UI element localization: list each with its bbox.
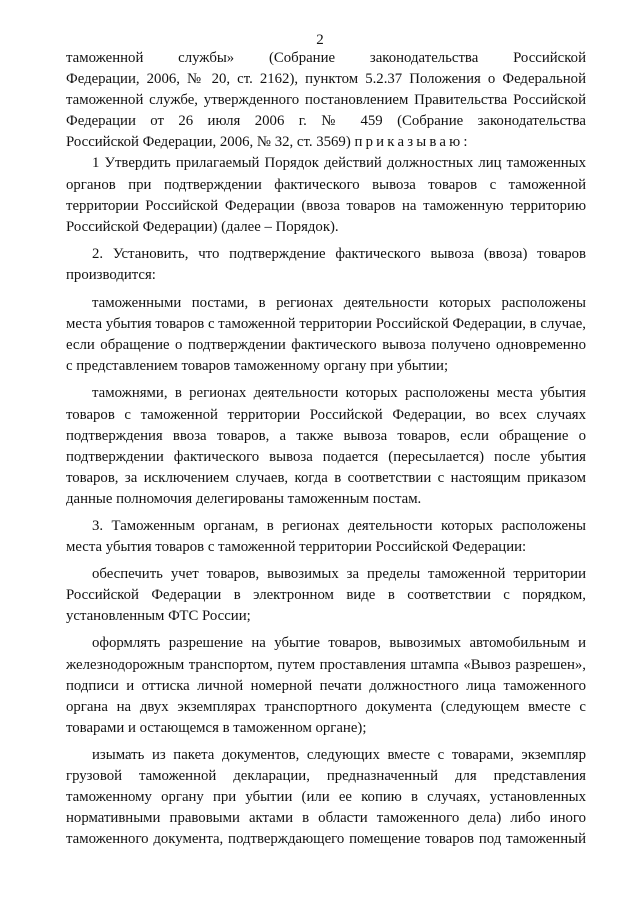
paragraph-item-3 [66,516,586,558]
text-line: если обращение о подтверждении фактического вывоза получено одновременно [66,337,586,354]
text-line: таможнями, в регионах деятельности которых расположены места убытия [92,385,586,402]
paragraph-customs-posts [66,293,586,377]
paragraph-item-2 [66,244,586,286]
text-line: изымать из пакета документов, следующих вместе с товарами, экземпляр [92,746,586,763]
text-line: оформлять разрешение на убытие товаров, вывозимых автомобильным и [92,635,586,652]
text-line: места убытия товаров с таможенной территории Российской Федерации: [66,539,527,556]
text-line: данные полномочия делегированы таможенным постам. [66,490,422,507]
text-line: территории Российской Федерации (ввоза товаров на таможенную территорию [66,197,586,214]
text-line: органов при подтверждении фактического вывоза товаров с таможенной [66,176,586,193]
text-line: 1 Утвердить прилагаемый Порядок действий должностных лиц таможенных [92,155,586,172]
text-line-part: Российской Федерации, 2006, № 32, ст. 3569) [66,134,355,151]
text-line: подтверждения ввоза товаров, а также вывоза товаров, если обращение о [66,427,586,444]
text-line: таможенными постами, в регионах деятельности которых расположены [92,295,586,312]
text-line: 3. Таможенным органам, в регионах деятельности которых расположены [92,517,586,534]
text-line: места убытия товаров с таможенной территории Российской Федерации, в случае, [66,316,586,333]
text-line: нормативными правовыми актами в области таможенного дела) либо иного [66,810,586,827]
paragraph-accounting [66,564,586,627]
text-line: железнодорожным транспортом, путем проставления штампа «Вывоз разрешен», [66,656,586,673]
text-line: Российской Федерации) (далее – Порядок). [66,218,339,235]
text-line: установленным ФТС России; [66,608,251,625]
text-line: Федерации, 2006, № 20, ст. 2162), пунктом 5.2.37 Положения о Федеральной [66,71,586,88]
text-line: производится: [66,266,156,283]
paragraph-permission [66,633,586,738]
text-line: таможенной службе, утвержденного постановлением Правительства Российской [66,92,586,109]
text-line: органа на двух экземплярах транспортного документа (следующем вместе с [66,698,586,715]
text-line: товарами и остающемся в таможенном органе); [66,719,367,736]
text-line: подтверждении фактического вывоза подается (пересылается) после убытия [66,448,586,465]
text-line: таможенной службы» (Собрание законодательства Российской [66,50,586,66]
document-body [66,48,586,850]
text-line: таможенного документа, подтверждающего помещение товаров под таможенный [66,831,586,848]
text-line: товаров с таможенной территории Российской Федерации, во всех случаях [66,406,586,423]
text-line [66,132,586,153]
text-line: с представлением товаров таможенному органу при убытии; [66,358,449,375]
paragraph-seize-documents [66,745,586,850]
text-line: грузовой таможенной декларации, предназначенный для представления [66,768,586,784]
text-line: 2. Установить, что подтверждение фактического вывоза (ввоза) товаров [92,245,586,262]
text-line: подписи и оттиска личной номерной печати должностного лица таможенного [66,677,586,694]
text-line: обеспечить учет товаров, вывозимых за пределы таможенной территории [92,566,586,583]
paragraph-item-1 [66,153,586,237]
text-line: Российской Федерации в электронном виде в соответствии с порядком, [66,587,586,604]
text-line: товаров, за исключением случаев, когда в соответствии с настоящим приказом [66,469,586,486]
paragraph-preamble [66,48,586,153]
decree-word: приказываю: [354,134,471,151]
text-line: Федерации от 26 июля 2006 г. № 459 (Собрание законодательства [66,113,586,130]
paragraph-customs-houses [66,383,586,510]
text-line: таможенному органу при убытии (или ее копию в случаях, установленных [66,789,586,806]
page-number: 2 [316,32,324,48]
